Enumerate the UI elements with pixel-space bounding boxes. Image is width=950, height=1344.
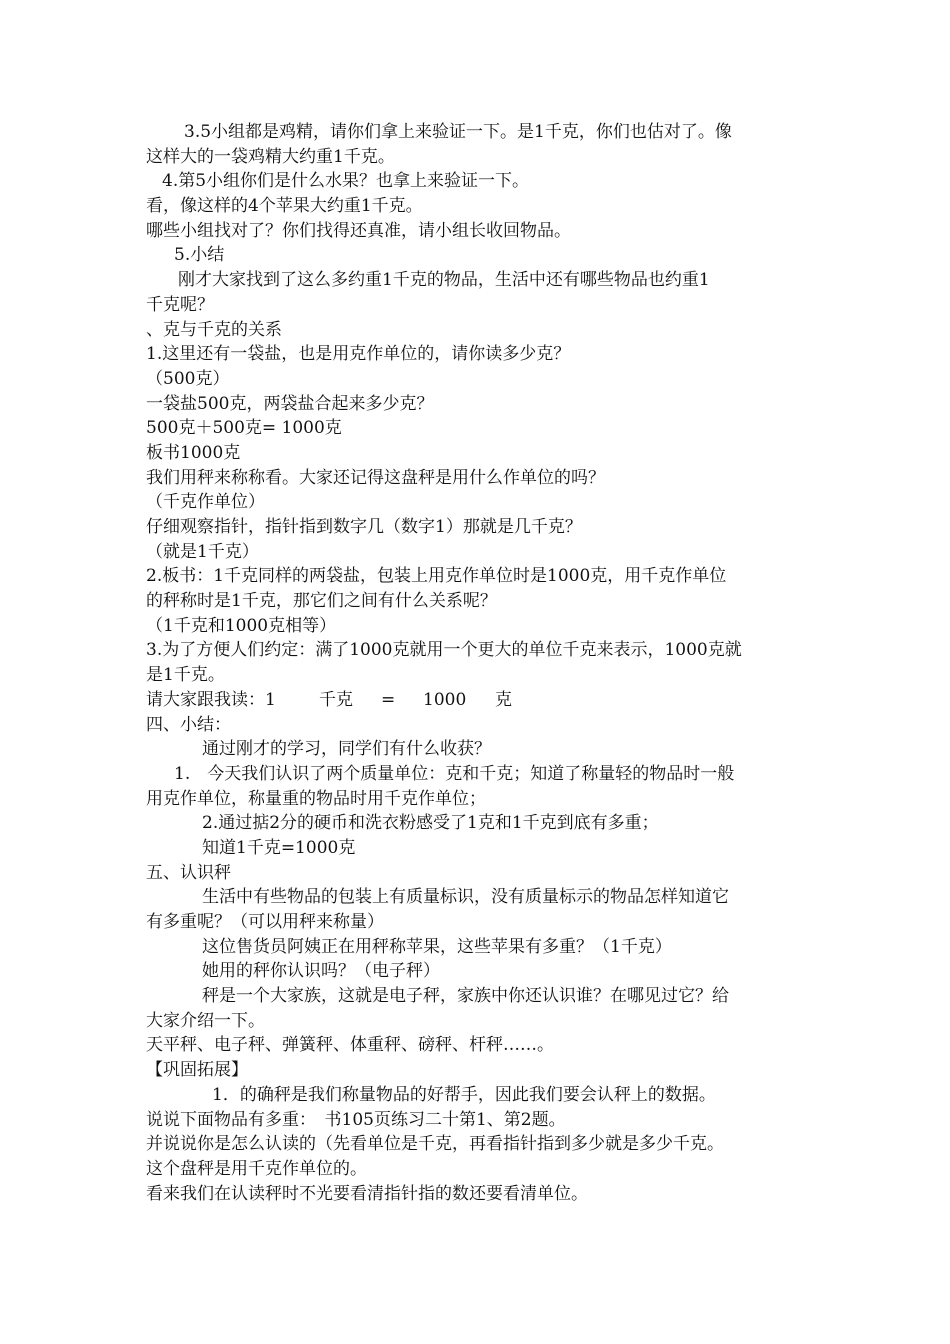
para-line: （千克作单位） <box>146 492 265 513</box>
para-line: 2.板书：1千克同样的两袋盐，包装上用克作单位时是1000克，用千克作单位 <box>146 566 727 587</box>
section-heading: 四、小结： <box>146 714 231 735</box>
para-line: 1. 今天我们认识了两个质量单位：克和千克；知道了称量轻的物品时一般 <box>174 763 735 784</box>
para-line: 用克作单位，称量重的物品时用千克作单位； <box>146 788 486 809</box>
para-line: 仔细观察指针，指针指到数字几（数字1）那就是几千克？ <box>146 517 582 537</box>
para-line: 板书1000克 <box>146 442 241 463</box>
section-heading: 五、认识秤 <box>146 862 231 883</box>
read-along-token: 克 <box>495 689 512 710</box>
para-line: 刚才大家找到了这么多约重1千克的物品，生活中还有哪些物品也约重1 <box>178 270 710 291</box>
para-line: 这位售货员阿姨正在用秤称苹果，这些苹果有多重？（1千克） <box>202 936 672 957</box>
para-line: 我们用秤来称称看。大家还记得这盘秤是用什么作单位的吗？ <box>146 467 605 488</box>
read-along-prompt: 请大家跟我读： <box>146 689 265 710</box>
para-line: （1千克和1000克相等） <box>146 615 337 636</box>
para-line: 说说下面物品有多重： 书105页练习二十第1、第2题。 <box>146 1109 566 1130</box>
para-line: 哪些小组找对了？你们找得还真准，请小组长收回物品。 <box>146 220 571 241</box>
para-line: 通过刚才的学习，同学们有什么收获？ <box>202 739 491 760</box>
para-line: （就是1千克） <box>146 541 259 562</box>
para-line: 天平秤、电子秤、弹簧秤、体重秤、磅秤、杆秤……。 <box>146 1035 554 1056</box>
para-line: 一袋盐500克，两袋盐合起来多少克？ <box>146 393 434 414</box>
read-along-line <box>0 688 950 713</box>
para-line: 有多重呢？（可以用秤来称量） <box>146 912 384 932</box>
para-line: 大家介绍一下。 <box>146 1010 265 1031</box>
read-along-token: 1000 <box>423 689 467 710</box>
para-line: 她用的秤你认识吗？（电子秤） <box>202 961 440 982</box>
para-line: 4.第5小组你们是什么水果？也拿上来验证一下。 <box>162 171 530 192</box>
para-line: 1.这里还有一袋盐，也是用克作单位的，请你读多少克？ <box>146 344 571 365</box>
para-line: 并说说你是怎么认读的（先看单位是千克，再看指针指到多少就是多少千克。 <box>146 1134 724 1155</box>
para-line: 这样大的一袋鸡精大约重1千克。 <box>146 146 395 167</box>
section-heading: 、克与千克的关系 <box>146 319 282 340</box>
document-page <box>0 120 950 1206</box>
section-heading: 【巩固拓展】 <box>146 1060 248 1081</box>
para-line: 看，像这样的4个苹果大约重1千克。 <box>146 196 423 217</box>
para-line: 这个盘秤是用千克作单位的。 <box>146 1158 367 1179</box>
para-line: 3.为了方便人们约定：满了1000克就用一个更大的单位千克来表示，1000克就 <box>146 640 742 661</box>
para-line: 的秤称时是1千克，那它们之间有什么关系呢？ <box>146 591 497 612</box>
para-line: 1．的确秤是我们称量物品的好帮手，因此我们要会认秤上的数据。 <box>212 1084 716 1105</box>
para-line: （500克） <box>146 368 230 389</box>
para-line: 生活中有些物品的包装上有质量标识，没有质量标示的物品怎样知道它 <box>202 887 729 908</box>
section-heading: 5.小结 <box>174 245 225 266</box>
read-along-token: = <box>381 689 396 710</box>
para-line: 2.通过掂2分的硬币和洗衣粉感受了1克和1千克到底有多重； <box>202 813 659 834</box>
para-line: 秤是一个大家族，这就是电子秤，家族中你还认识谁？在哪见过它？给 <box>202 986 729 1007</box>
read-along-token: 1 <box>265 689 276 710</box>
para-line: 看来我们在认读秤时不光要看清指针指的数还要看清单位。 <box>146 1183 588 1204</box>
para-line: 知道1千克=1000克 <box>202 837 356 858</box>
para-line: 是1千克。 <box>146 665 225 686</box>
read-along-token: 千克 <box>319 689 353 710</box>
para-line: 500克＋500克= 1000克 <box>146 418 342 439</box>
para-line: 千克呢？ <box>146 294 214 315</box>
para-line: 3.5小组都是鸡精，请你们拿上来验证一下。是1千克，你们也估对了。像 <box>184 122 732 142</box>
